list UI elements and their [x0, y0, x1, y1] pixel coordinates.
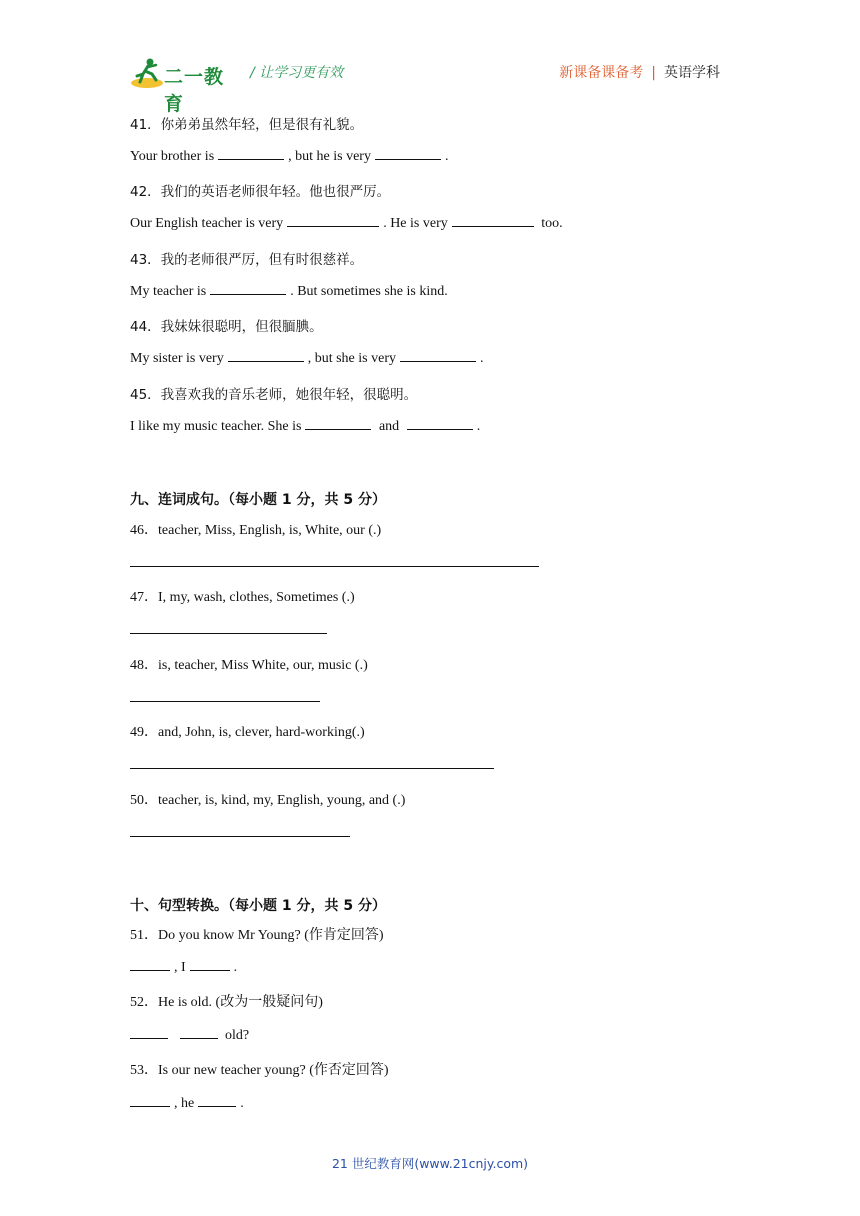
answer-blank[interactable] [180, 1026, 218, 1039]
question-43-sentence [130, 282, 448, 300]
q43-text-1: My teacher is [130, 284, 207, 299]
question-52-prompt: 52．He is old. (改为一般疑问句) [130, 995, 323, 1010]
section-9-heading: 九、连词成句。（每小题 1 分，共 5 分） [130, 492, 386, 508]
answer-line-50[interactable] [130, 836, 350, 837]
question-47: 47．I, my, wash, clothes, Sometimes (.) [130, 590, 355, 605]
logo-text: 二一教育 [164, 66, 225, 115]
q53-text-1: , he [174, 1096, 195, 1111]
answer-blank[interactable] [407, 417, 473, 430]
q42-text-3: too. [541, 216, 563, 231]
answer-blank[interactable] [218, 147, 284, 160]
answer-line-49[interactable] [130, 768, 494, 769]
q44-text-1: My sister is very [130, 351, 224, 366]
answer-blank[interactable] [130, 1094, 170, 1107]
answer-blank[interactable] [305, 417, 371, 430]
answer-blank[interactable] [400, 349, 476, 362]
answer-line-48[interactable] [130, 701, 320, 702]
question-46: 46．teacher, Miss, English, is, White, our (.) [130, 523, 382, 538]
answer-blank[interactable] [375, 147, 441, 160]
question-50: 50．teacher, is, kind, my, English, young, and (.) [130, 793, 406, 808]
question-44-sentence [130, 349, 483, 367]
q43-text-2: . But sometimes she is kind. [290, 284, 448, 299]
q45-text-3: . [476, 419, 481, 434]
section-10-heading: 十、句型转换。（每小题 1 分，共 5 分） [130, 898, 386, 914]
q41-text-1: Your brother is [130, 149, 215, 164]
question-42-sentence [130, 214, 563, 232]
answer-blank[interactable] [210, 282, 286, 295]
answer-blank[interactable] [228, 349, 304, 362]
answer-blank[interactable] [130, 958, 170, 971]
q45-text-1: I like my music teacher. She is [130, 419, 302, 434]
question-51-answer [130, 958, 237, 976]
q52-text-1: old? [225, 1028, 250, 1043]
q51-text-1: , I [174, 960, 186, 975]
question-44-prompt: 44．我妹妹很聪明，但很腼腆。 [130, 319, 323, 335]
question-41-prompt: 41．你弟弟虽然年轻，但是很有礼貌。 [130, 117, 364, 133]
question-48: 48．is, teacher, Miss White, our, music (.) [130, 658, 368, 673]
answer-line-46[interactable] [130, 566, 539, 567]
question-45-sentence [130, 417, 480, 435]
page-header [130, 54, 730, 115]
header-tagline: 新课备课备考 [559, 65, 644, 81]
page-footer: 21 世纪教育网(www.21cnjy.com) [331, 1156, 529, 1171]
header-subject [559, 62, 720, 82]
question-45-prompt: 45．我喜欢我的音乐老师，她很年轻，很聪明。 [130, 387, 418, 403]
question-52-answer [130, 1026, 249, 1044]
q44-text-2: , but she is very [307, 351, 396, 366]
question-51-prompt: 51．Do you know Mr Young? (作肯定回答) [130, 928, 384, 943]
logo [130, 56, 240, 115]
answer-blank[interactable] [130, 1026, 168, 1039]
q44-text-3: . [479, 351, 484, 366]
question-41-sentence [130, 147, 448, 165]
answer-blank[interactable] [287, 214, 379, 227]
answer-line-47[interactable] [130, 633, 327, 634]
q53-text-2: . [240, 1096, 244, 1111]
question-53-answer [130, 1094, 244, 1112]
header-subject-label: 英语学科 [664, 65, 720, 81]
answer-blank[interactable] [190, 958, 230, 971]
question-42-prompt: 42．我们的英语老师很年轻。他也很严厉。 [130, 184, 391, 200]
question-53-prompt: 53．Is our new teacher young? (作否定回答) [130, 1063, 389, 1078]
question-43-prompt: 43．我的老师很严厉，但有时很慈祥。 [130, 252, 364, 268]
q42-text-1: Our English teacher is very [130, 216, 284, 231]
header-separator: | [651, 65, 656, 81]
q42-text-2: . He is very [383, 216, 448, 231]
q41-text-3: . [444, 149, 449, 164]
answer-blank[interactable] [198, 1094, 236, 1107]
q41-text-2: , but he is very [288, 149, 371, 164]
q45-text-2: and [378, 419, 400, 434]
answer-blank[interactable] [452, 214, 534, 227]
question-49: 49．and, John, is, clever, hard-working(.) [130, 725, 365, 740]
q51-text-2: . [233, 960, 238, 975]
slogan: / 让学习更有效 [250, 65, 344, 81]
runner-logo-icon [130, 56, 164, 90]
